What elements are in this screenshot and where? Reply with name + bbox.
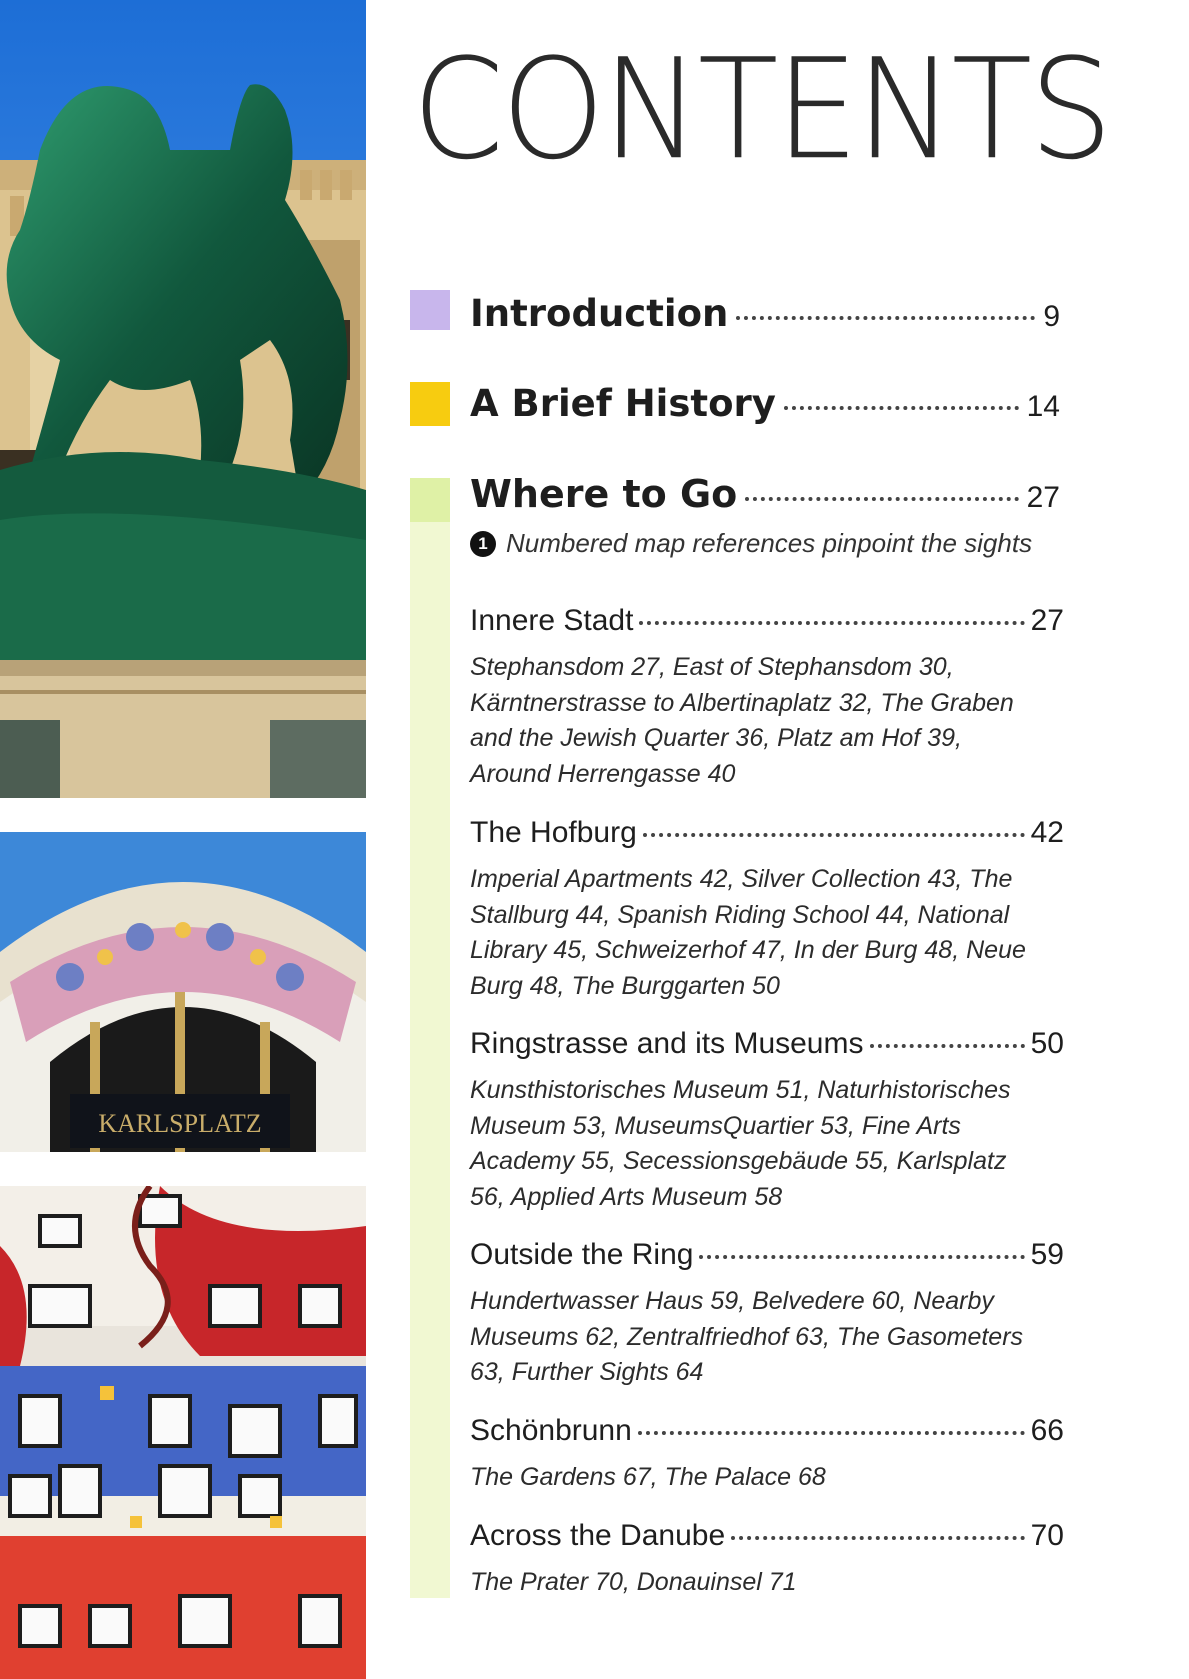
toc-section-description: The Gardens 67, The Palace 68 bbox=[470, 1463, 826, 1491]
toc-section-label: Schönbrunn bbox=[470, 1414, 632, 1447]
toc-entry-page: 9 bbox=[1043, 300, 1060, 333]
toc-entry-brief-history[interactable] bbox=[470, 382, 1060, 425]
toc-section-page: 50 bbox=[1030, 1027, 1064, 1060]
toc-section-outside-the-ring[interactable] bbox=[470, 1238, 1064, 1391]
toc-section-hofburg[interactable] bbox=[470, 816, 1064, 1004]
toc-section-schonbrunn[interactable] bbox=[470, 1414, 1064, 1496]
toc-section-page: 70 bbox=[1030, 1519, 1064, 1552]
toc-entry-introduction[interactable] bbox=[470, 292, 1060, 335]
toc-section-page: 42 bbox=[1030, 816, 1064, 849]
dot-leader bbox=[745, 497, 1018, 501]
toc-section-description: Hundertwasser Haus 59, Belvedere 60, Nearby Museums 62, Zentralfriedhof 63, The Gasometers 63, Further Sights 64 bbox=[470, 1287, 1024, 1386]
where-to-go-color-tab bbox=[410, 478, 450, 1598]
toc-entry-label: A Brief History bbox=[470, 382, 776, 425]
toc-section-across-the-danube[interactable] bbox=[470, 1519, 1064, 1601]
toc-section-page: 66 bbox=[1030, 1414, 1064, 1447]
toc-entry-label: Where to Go bbox=[470, 472, 738, 516]
toc-entry-where-to-go[interactable] bbox=[470, 472, 1060, 516]
dot-leader bbox=[736, 316, 1035, 320]
toc-section-description: The Prater 70, Donauinsel 71 bbox=[470, 1568, 797, 1596]
karlsplatz-sign-text: KARLSPLATZ bbox=[98, 1109, 262, 1138]
history-color-tab bbox=[410, 382, 450, 426]
toc-section-description: Stephansdom 27, East of Stephansdom 30, Kärntnerstrasse to Albertinaplatz 32, The Graben and the Jewish Quarter 36, Platz am Hof 39, Around Herrengasse 40 bbox=[470, 653, 1014, 788]
toc-section-label: Ringstrasse and its Museums bbox=[470, 1027, 864, 1060]
map-reference-note bbox=[470, 528, 1032, 559]
dot-leader bbox=[699, 1255, 1024, 1259]
numbered-bullet-icon: 1 bbox=[470, 531, 496, 557]
introduction-color-tab bbox=[410, 290, 450, 330]
dot-leader bbox=[870, 1044, 1025, 1048]
toc-section-label: Outside the Ring bbox=[470, 1238, 694, 1271]
toc-section-label: Across the Danube bbox=[470, 1519, 726, 1552]
dot-leader bbox=[643, 833, 1025, 837]
karlsplatz-station-photo bbox=[0, 832, 366, 1152]
toc-section-page: 27 bbox=[1030, 604, 1064, 637]
hundertwasser-haus-photo bbox=[0, 1186, 366, 1679]
dot-leader bbox=[639, 621, 1024, 625]
toc-entry-page: 14 bbox=[1026, 390, 1060, 423]
toc-section-description: Imperial Apartments 42, Silver Collection 43, The Stallburg 44, Spanish Riding School 44, National Library 45, Schweizerhof 47, In der Burg 48, Neue Burg 48, The Burggarten 50 bbox=[470, 865, 1026, 1000]
dot-leader bbox=[731, 1536, 1024, 1540]
map-reference-note-text: Numbered map references pinpoint the sights bbox=[506, 528, 1033, 558]
equestrian-statue-photo bbox=[0, 0, 366, 798]
toc-entry-label: Introduction bbox=[470, 292, 729, 335]
toc-section-page: 59 bbox=[1030, 1238, 1064, 1271]
toc-section-label: The Hofburg bbox=[470, 816, 637, 849]
dot-leader bbox=[784, 406, 1019, 410]
dot-leader bbox=[638, 1431, 1025, 1435]
toc-entry-page: 27 bbox=[1026, 481, 1060, 514]
toc-section-label: Innere Stadt bbox=[470, 604, 634, 637]
page-title: CONTENTS bbox=[412, 29, 1111, 191]
toc-section-innere-stadt[interactable] bbox=[470, 604, 1064, 792]
toc-section-description: Kunsthistorisches Museum 51, Naturhistorisches Museum 53, MuseumsQuartier 53, Fine Arts Academy 55, Secessionsgebäude 55, Karlsplatz 56, Applied Arts Museum 58 bbox=[470, 1076, 1011, 1211]
toc-section-ringstrasse[interactable] bbox=[470, 1027, 1064, 1215]
